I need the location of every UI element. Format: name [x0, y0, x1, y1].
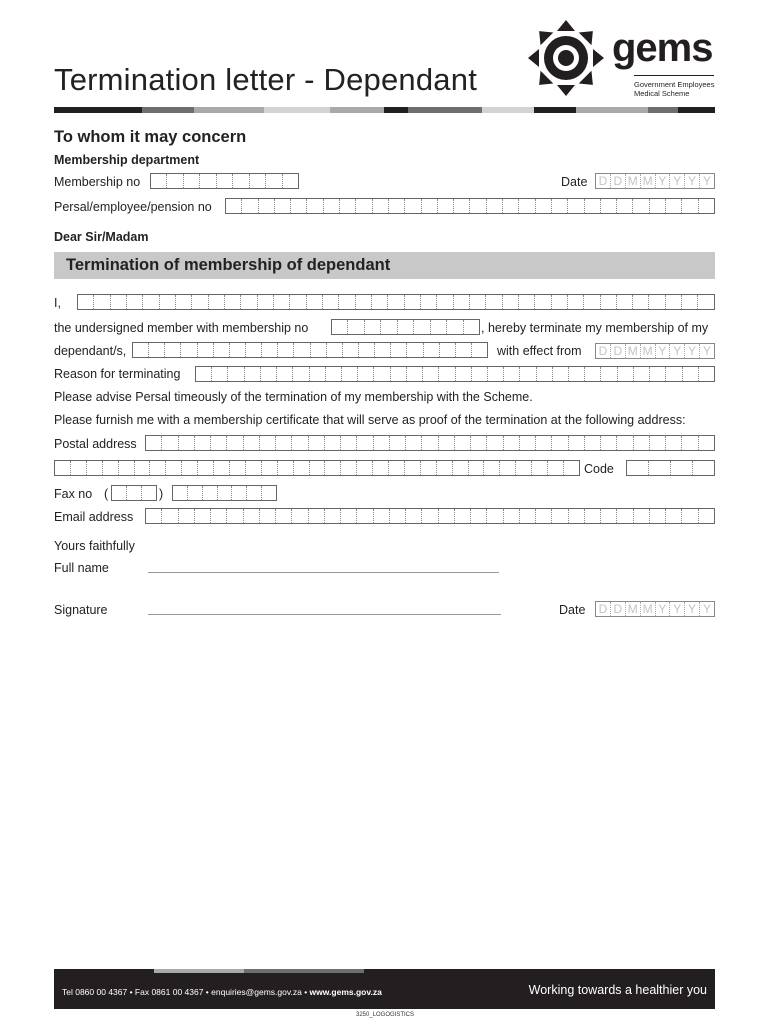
document-code: 3250_LOGOGISTICS	[355, 1012, 415, 1018]
gems-logo-icon	[524, 16, 608, 100]
page-title: Termination letter - Dependant	[54, 62, 478, 97]
footer-website[interactable]: www.gems.gov.za	[309, 987, 382, 997]
email-input[interactable]	[145, 508, 715, 524]
code-label: Code	[584, 462, 614, 476]
with-effect-label: with effect from	[497, 344, 582, 358]
furnish-text: Please furnish me with a membership certificate that will serve as proof of the termination at the following address:	[54, 413, 686, 427]
signature-date-input[interactable]: D D M M Y Y Y Y	[595, 601, 715, 617]
reason-input[interactable]	[195, 366, 715, 382]
brand-sub-1: Government Employees	[634, 80, 715, 89]
i-label: I,	[54, 296, 61, 310]
member-membership-no-input[interactable]	[331, 319, 480, 335]
effective-date-input[interactable]: D D M M Y Y Y Y	[595, 343, 715, 359]
postal-label: Postal address	[54, 437, 137, 451]
brand-divider	[634, 75, 714, 76]
undersigned-label: the undersigned member with membership no	[54, 321, 309, 335]
yours-faithfully: Yours faithfully	[54, 539, 135, 553]
fax-label: Fax no	[54, 487, 93, 501]
brand-sub-2: Medical Scheme	[634, 89, 690, 98]
persal-label: Persal/employee/pension no	[54, 200, 212, 214]
advise-text: Please advise Persal timeously of the termination of my membership with the Scheme.	[54, 390, 533, 404]
dependants-label: dependant/s,	[54, 344, 127, 358]
hereby-label: , hereby terminate my membership of my	[481, 321, 709, 335]
fax-number-input[interactable]	[172, 485, 277, 501]
footer-tagline: Working towards a healthier you	[528, 983, 707, 997]
reason-label: Reason for terminating	[54, 367, 181, 381]
persal-input[interactable]	[225, 198, 715, 214]
brand-name: gems	[612, 26, 713, 70]
email-label: Email address	[54, 510, 134, 524]
footer-bar	[54, 973, 715, 1009]
signature-date-label: Date	[559, 603, 586, 617]
date-label: Date	[561, 175, 588, 189]
signature-line[interactable]	[148, 614, 501, 615]
postal-input-line2[interactable]	[54, 460, 580, 476]
fax-open-paren: (	[104, 487, 109, 501]
header-band	[54, 107, 715, 113]
membership-no-input[interactable]	[150, 173, 299, 189]
gems-logo	[524, 16, 716, 100]
membership-no-label: Membership no	[54, 175, 141, 189]
footer-contact	[62, 987, 382, 997]
fax-close-paren: )	[159, 487, 164, 501]
postal-input-line1[interactable]	[145, 435, 715, 451]
full-name-label: Full name	[54, 561, 109, 575]
department-label: Membership department	[54, 153, 200, 167]
salutation-heading: To whom it may concern	[54, 128, 247, 146]
dear-label: Dear Sir/Madam	[54, 230, 149, 244]
signature-label: Signature	[54, 603, 108, 617]
section-header	[54, 252, 715, 279]
fax-area-code-input[interactable]	[111, 485, 157, 501]
dependants-input[interactable]	[132, 342, 488, 358]
date-input[interactable]: D D M M Y Y Y Y	[595, 173, 715, 189]
footer-contact-text: Tel 0860 00 4367 • Fax 0861 00 4367 • enquiries@gems.gov.za •	[62, 987, 310, 997]
full-name-line[interactable]	[148, 572, 499, 573]
member-name-input[interactable]	[77, 294, 715, 310]
postal-code-input[interactable]	[626, 460, 715, 476]
section-title: Termination of membership of dependant	[66, 256, 391, 274]
